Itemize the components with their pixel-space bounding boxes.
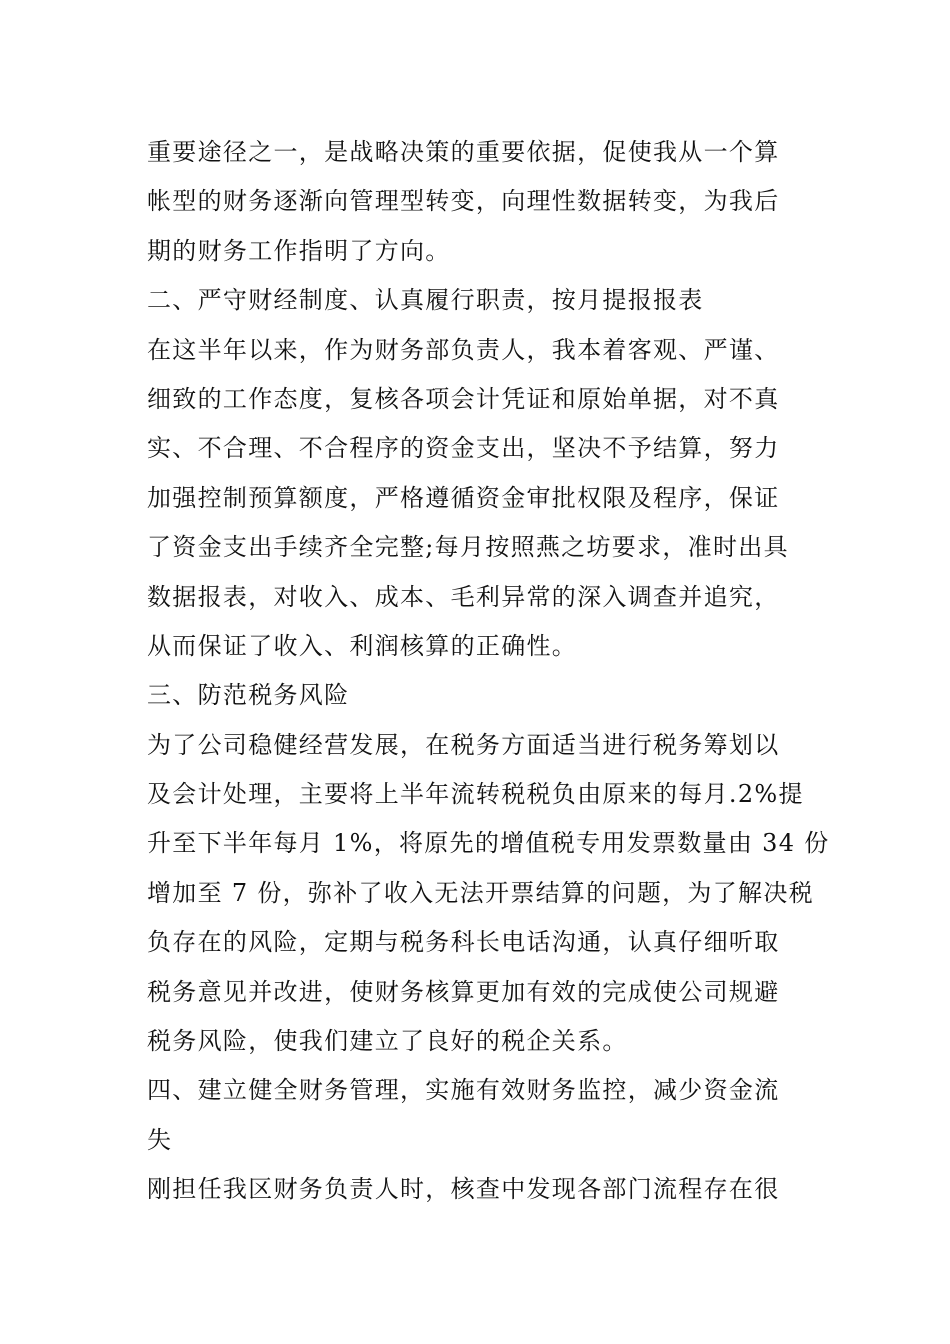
- text-line: 细致的工作态度，复核各项会计凭证和原始单据，对不真: [147, 384, 780, 413]
- section-heading: 四、建立健全财务管理，实施有效财务监控，减少资金流: [147, 1076, 780, 1105]
- text-line: 数据报表，对收入、成本、毛利异常的深入调查并追究，: [147, 582, 780, 611]
- text-line: 了资金支出手续齐全完整;每月按照燕之坊要求，准时出具: [147, 533, 789, 562]
- text-line: 税务意见并改进，使财务核算更加有效的完成使公司规避: [147, 977, 780, 1006]
- text-line: 增加至 7 份，弥补了收入无法开票结算的问题，为了解决税: [147, 878, 814, 907]
- text-line: 从而保证了收入、利润核算的正确性。: [147, 631, 578, 660]
- document-body: [147, 128, 830, 1215]
- text-line: 及会计处理，主要将上半年流转税税负由原来的每月.2%提: [147, 780, 804, 809]
- text-line: 帐型的财务逐渐向管理型转变，向理性数据转变，为我后: [147, 187, 780, 216]
- section-heading: 二、严守财经制度、认真履行职责，按月提报报表: [147, 286, 704, 315]
- section-heading: 三、防范税务风险: [147, 681, 350, 710]
- text-line: 负存在的风险，定期与税务科长电话沟通，认真仔细听取: [147, 928, 780, 957]
- text-line: 在这半年以来，作为财务部负责人，我本着客观、严谨、: [147, 335, 780, 364]
- text-line: 加强控制预算额度，严格遵循资金审批权限及程序，保证: [147, 483, 780, 512]
- text-line: 刚担任我区财务负责人时，核查中发现各部门流程存在很: [147, 1175, 780, 1204]
- text-line: 升至下半年每月 1%，将原先的增值税专用发票数量由 34 份: [147, 829, 830, 858]
- text-line: 税务风险，使我们建立了良好的税企关系。: [147, 1027, 628, 1056]
- text-line: 期的财务工作指明了方向。: [147, 236, 451, 265]
- section-heading-continuation: 失: [147, 1125, 173, 1154]
- text-line: 重要途径之一，是战略决策的重要依据，促使我从一个算: [147, 138, 780, 166]
- text-line: 实、不合理、不合程序的资金支出，坚决不予结算，努力: [147, 434, 780, 463]
- text-line: 为了公司稳健经营发展，在税务方面适当进行税务筹划以: [147, 730, 780, 759]
